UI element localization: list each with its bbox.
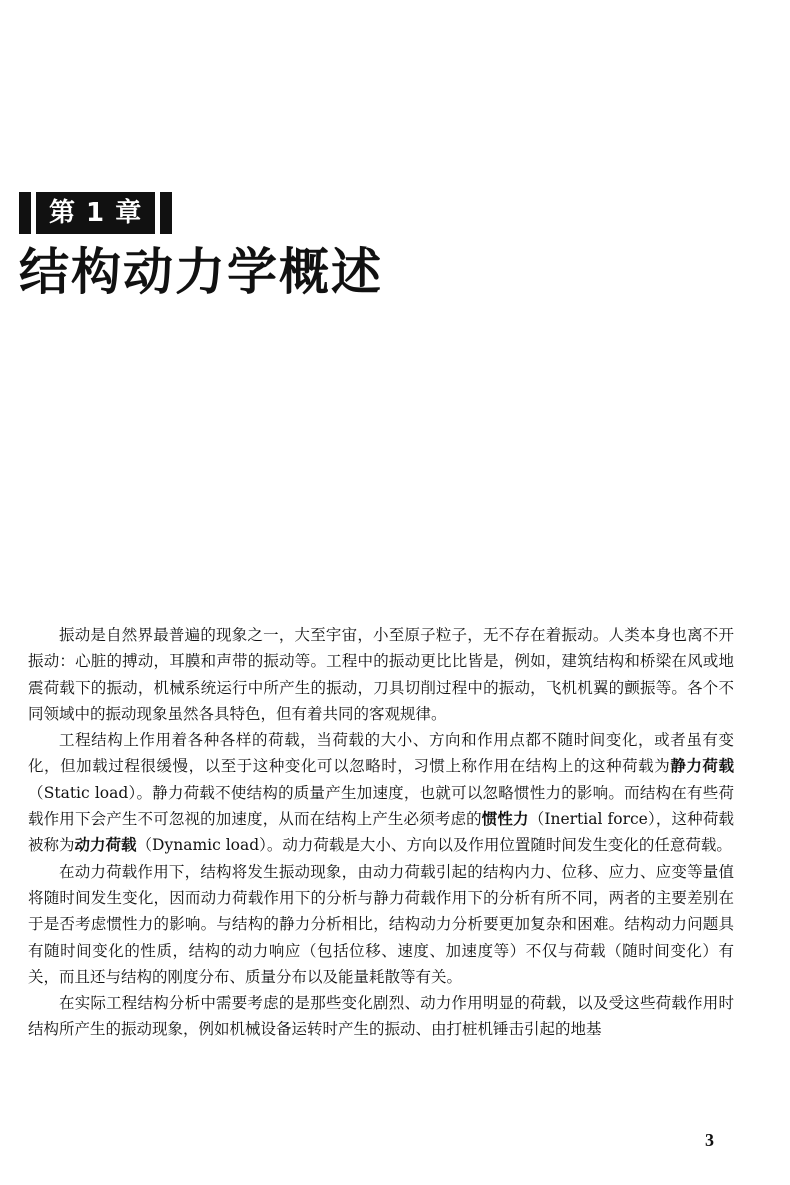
term-static-load: 静力荷载 (670, 757, 734, 776)
paragraph (28, 859, 734, 990)
chapter-title: 结构动力学概述 (19, 243, 383, 301)
term-inertial-force: 惯性力 (481, 810, 529, 829)
term-dynamic-load: 动力荷载 (74, 836, 137, 855)
paragraph-text: 工程结构上作用着各种各样的荷载，当荷载的大小、方向和作用点都不随时间变化，或者虽有变化，但加载过程很缓慢，以至于这种变化可以忽略时，习惯上称作用在结构上的这种荷载为 (28, 731, 734, 776)
paragraph-text: （Static load）。静力荷载不使结构的质量产生加速度，也就可以忽略惯性力的影响。而结构在有些荷载作用下会产生不可忽视的加速度，从而在结构上产生必须考虑的 (28, 783, 734, 829)
chapter-label-right-bar (160, 192, 172, 234)
paragraph-text: 在动力荷载作用下，结构将发生振动现象，由动力荷载引起的结构内力、位移、应力、应变等量值将随时间发生变化，因而动力荷载作用下的分析与静力荷载作用下的分析有所不同，两者的主要差别在于是否考虑惯性力的影响。与结构的静力分析相比，结构动力分析要更加复杂和困难。结构动力问题具有随时间变化的性质，结构的动力响应（包括位移、速度、加速度等）不仅与荷载（随时间变化）有关，而且还与结构的刚度分布、质量分布以及能量耗散等有关。 (28, 862, 734, 986)
page-number: 3 (705, 1130, 714, 1150)
chapter-label: 第 1 章 (36, 192, 155, 234)
paragraph (28, 727, 734, 858)
paragraph-text: 在实际工程结构分析中需要考虑的是那些变化剧烈、动力作用明显的荷载，以及受这些荷载作用时结构所产生的振动现象，例如机械设备运转时产生的振动、由打桩机锤击引起的地基 (28, 994, 734, 1039)
body-text (28, 622, 734, 1043)
paragraph (28, 622, 734, 727)
paragraph (28, 990, 734, 1043)
paragraph-text: （Inertial force），这种荷载被称为 (28, 810, 734, 855)
chapter-label-left-bar (19, 192, 31, 234)
chapter-label-block (19, 192, 172, 234)
paragraph-text: （Dynamic load）。动力荷载是大小、方向以及作用位置随时间发生变化的任意荷载。 (136, 836, 732, 855)
paragraph-text: 振动是自然界最普遍的现象之一，大至宇宙，小至原子粒子，无不存在着振动。人类本身也离不开振动：心脏的搏动，耳膜和声带的振动等。工程中的振动更比比皆是，例如，建筑结构和桥梁在风或地震荷载下的振动，机械系统运行中所产生的振动，刀具切削过程中的振动，飞机机翼的颤振等。各个不同领域中的振动现象虽然各具特色，但有着共同的客观规律。 (28, 626, 734, 723)
